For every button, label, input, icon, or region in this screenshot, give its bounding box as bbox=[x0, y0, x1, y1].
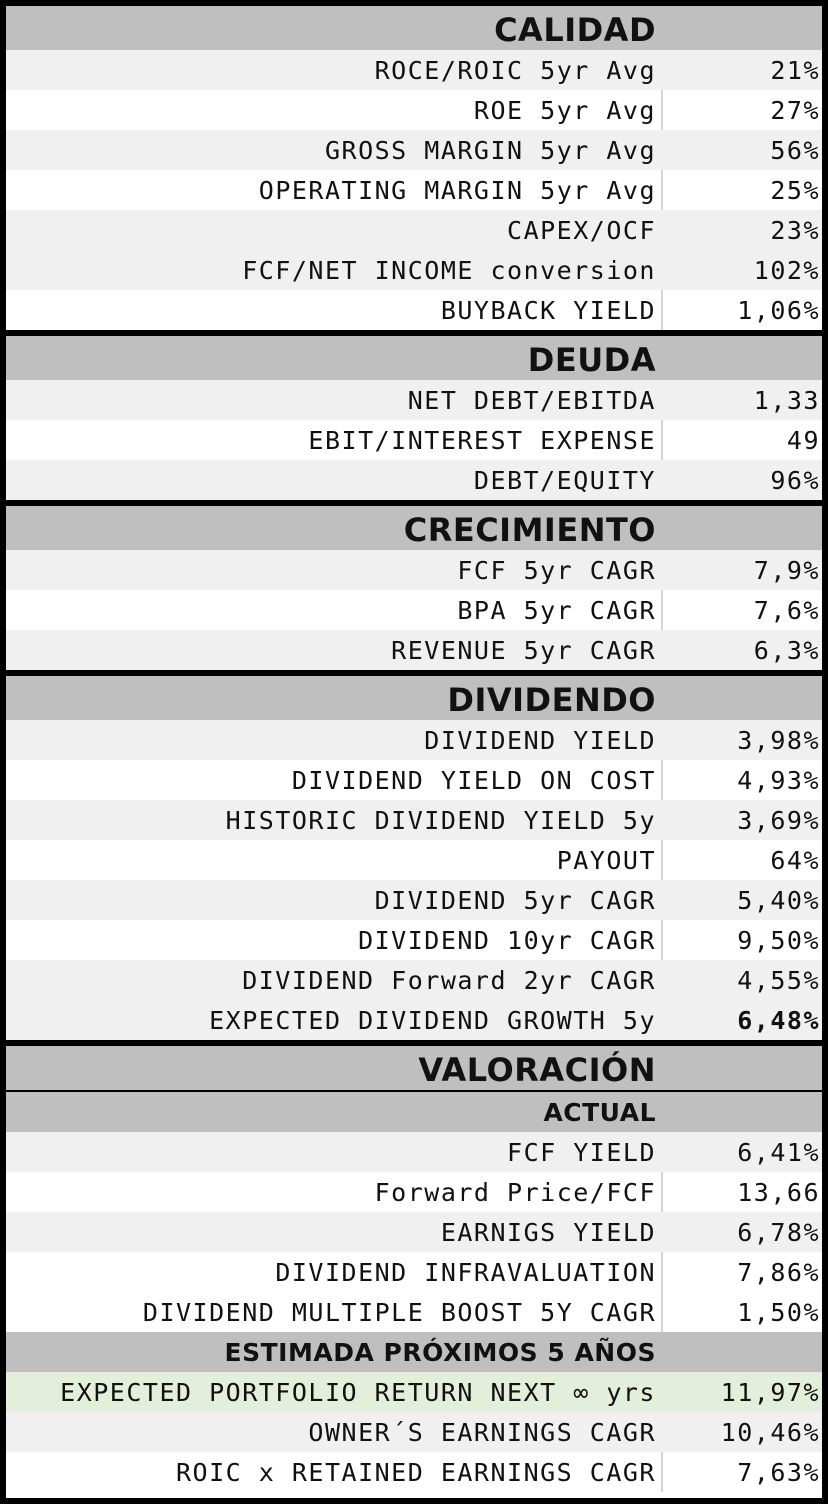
metric-label: EXPECTED PORTFOLIO RETURN NEXT ∞ yrs bbox=[60, 1378, 656, 1407]
section-header bbox=[6, 6, 822, 50]
metric-label: ROIC x RETAINED EARNINGS CAGR bbox=[176, 1458, 656, 1487]
metric-label: EXPECTED DIVIDEND GROWTH 5y bbox=[209, 1006, 656, 1035]
column-divider bbox=[661, 590, 663, 630]
metric-label: DIVIDEND YIELD bbox=[424, 726, 656, 755]
metric-label: PAYOUT bbox=[556, 846, 656, 875]
section-header bbox=[6, 506, 822, 550]
table-row bbox=[6, 1000, 822, 1040]
table-row bbox=[6, 170, 822, 210]
column-divider bbox=[661, 290, 663, 330]
table-row bbox=[6, 880, 822, 920]
column-divider bbox=[661, 1172, 663, 1212]
table-row bbox=[6, 630, 822, 670]
metric-value: 27% bbox=[770, 96, 820, 125]
metric-value: 102% bbox=[753, 256, 820, 285]
metric-label: OWNER´S EARNINGS CAGR bbox=[308, 1418, 656, 1447]
table-row bbox=[6, 1132, 822, 1172]
metric-label: EBIT/INTEREST EXPENSE bbox=[308, 426, 656, 455]
metric-value: 5,40% bbox=[737, 886, 820, 915]
metric-label: DIVIDEND 10yr CAGR bbox=[358, 926, 656, 955]
table-row bbox=[6, 590, 822, 630]
metric-value: 4,93% bbox=[737, 766, 820, 795]
metric-label: DIVIDEND INFRAVALUATION bbox=[275, 1258, 656, 1287]
metric-value: 7,9% bbox=[753, 556, 820, 585]
metric-value: 1,33 bbox=[753, 386, 820, 415]
metric-value: 9,50% bbox=[737, 926, 820, 955]
metric-value: 23% bbox=[770, 216, 820, 245]
metric-label: Forward Price/FCF bbox=[374, 1178, 656, 1207]
table-row bbox=[6, 250, 822, 290]
section-dividendo bbox=[6, 676, 822, 1040]
metric-label: OPERATING MARGIN 5yr Avg bbox=[258, 176, 656, 205]
section-deuda bbox=[6, 336, 822, 500]
metric-label: ROE 5yr Avg bbox=[473, 96, 656, 125]
metric-value: 11,97% bbox=[720, 1378, 820, 1407]
metric-label: FCF 5yr CAGR bbox=[457, 556, 656, 585]
table-row bbox=[6, 210, 822, 250]
section-header bbox=[6, 336, 822, 380]
table-row bbox=[6, 50, 822, 90]
metric-label: CAPEX/OCF bbox=[507, 216, 656, 245]
column-divider bbox=[661, 1252, 663, 1292]
metric-value: 10,46% bbox=[720, 1418, 820, 1447]
table-row bbox=[6, 1452, 822, 1492]
column-divider bbox=[661, 840, 663, 880]
table-row bbox=[6, 290, 822, 330]
metric-label: DIVIDEND YIELD ON COST bbox=[291, 766, 656, 795]
subsection-header-actual bbox=[6, 1092, 822, 1132]
metric-value: 1,06% bbox=[737, 296, 820, 325]
table-row bbox=[6, 380, 822, 420]
table-row bbox=[6, 1412, 822, 1452]
metric-label: DIVIDEND 5yr CAGR bbox=[374, 886, 656, 915]
table-row bbox=[6, 1212, 822, 1252]
table-row bbox=[6, 760, 822, 800]
metric-value: 7,63% bbox=[737, 1458, 820, 1487]
metric-value: 49 bbox=[786, 426, 820, 455]
table-row bbox=[6, 840, 822, 880]
section-header bbox=[6, 1046, 822, 1090]
section-title: CALIDAD bbox=[494, 11, 656, 49]
metric-value: 6,41% bbox=[737, 1138, 820, 1167]
metric-label: GROSS MARGIN 5yr Avg bbox=[324, 136, 656, 165]
metric-label: REVENUE 5yr CAGR bbox=[391, 636, 656, 665]
metric-label: NET DEBT/EBITDA bbox=[407, 386, 656, 415]
metric-label: DEBT/EQUITY bbox=[473, 466, 656, 495]
table-row bbox=[6, 800, 822, 840]
section-title: DEUDA bbox=[527, 341, 656, 379]
table-row bbox=[6, 1172, 822, 1212]
metric-value: 1,50% bbox=[737, 1298, 820, 1327]
metric-label: EARNIGS YIELD bbox=[440, 1218, 656, 1247]
table-row bbox=[6, 920, 822, 960]
table-row bbox=[6, 1252, 822, 1292]
metric-value: 25% bbox=[770, 176, 820, 205]
metric-value: 6,48% bbox=[737, 1006, 820, 1035]
column-divider bbox=[661, 1452, 663, 1492]
table-row bbox=[6, 720, 822, 760]
table-row bbox=[6, 420, 822, 460]
column-divider bbox=[661, 420, 663, 460]
metric-value: 3,69% bbox=[737, 806, 820, 835]
metric-value: 7,6% bbox=[753, 596, 820, 625]
column-divider bbox=[661, 760, 663, 800]
table-row bbox=[6, 960, 822, 1000]
metric-value: 4,55% bbox=[737, 966, 820, 995]
metric-value: 13,66 bbox=[737, 1178, 820, 1207]
metric-value: 6,3% bbox=[753, 636, 820, 665]
metric-value: 56% bbox=[770, 136, 820, 165]
metric-value: 3,98% bbox=[737, 726, 820, 755]
metric-label: BUYBACK YIELD bbox=[440, 296, 656, 325]
metric-label: FCF YIELD bbox=[507, 1138, 656, 1167]
table-row-highlighted bbox=[6, 1372, 822, 1412]
table-row bbox=[6, 460, 822, 500]
metric-value: 6,78% bbox=[737, 1218, 820, 1247]
column-divider bbox=[661, 920, 663, 960]
section-valoracion bbox=[6, 1046, 822, 1498]
metric-label: DIVIDEND MULTIPLE BOOST 5Y CAGR bbox=[142, 1298, 656, 1327]
metric-value: 7,86% bbox=[737, 1258, 820, 1287]
metric-value: 21% bbox=[770, 56, 820, 85]
metric-value: 96% bbox=[770, 466, 820, 495]
section-title: DIVIDENDO bbox=[447, 681, 656, 719]
table-row bbox=[6, 550, 822, 590]
table-row bbox=[6, 130, 822, 170]
column-divider bbox=[661, 170, 663, 210]
section-crecimiento bbox=[6, 506, 822, 670]
column-divider bbox=[661, 1292, 663, 1332]
subsection-title: ESTIMADA PRÓXIMOS 5 AÑOS bbox=[224, 1338, 656, 1367]
section-header bbox=[6, 676, 822, 720]
section-calidad bbox=[6, 6, 822, 330]
metric-label: HISTORIC DIVIDEND YIELD 5y bbox=[225, 806, 656, 835]
metric-label: FCF/NET INCOME conversion bbox=[242, 256, 656, 285]
table-row bbox=[6, 90, 822, 130]
column-divider bbox=[661, 90, 663, 130]
subsection-header-estimada bbox=[6, 1332, 822, 1372]
metric-label: DIVIDEND Forward 2yr CAGR bbox=[242, 966, 656, 995]
section-title: VALORACIÓN bbox=[418, 1051, 656, 1089]
table-row bbox=[6, 1292, 822, 1332]
subsection-title: ACTUAL bbox=[543, 1098, 656, 1127]
section-title: CRECIMIENTO bbox=[403, 511, 656, 549]
metric-label: ROCE/ROIC 5yr Avg bbox=[374, 56, 656, 85]
metric-value: 64% bbox=[770, 846, 820, 875]
metric-label: BPA 5yr CAGR bbox=[457, 596, 656, 625]
